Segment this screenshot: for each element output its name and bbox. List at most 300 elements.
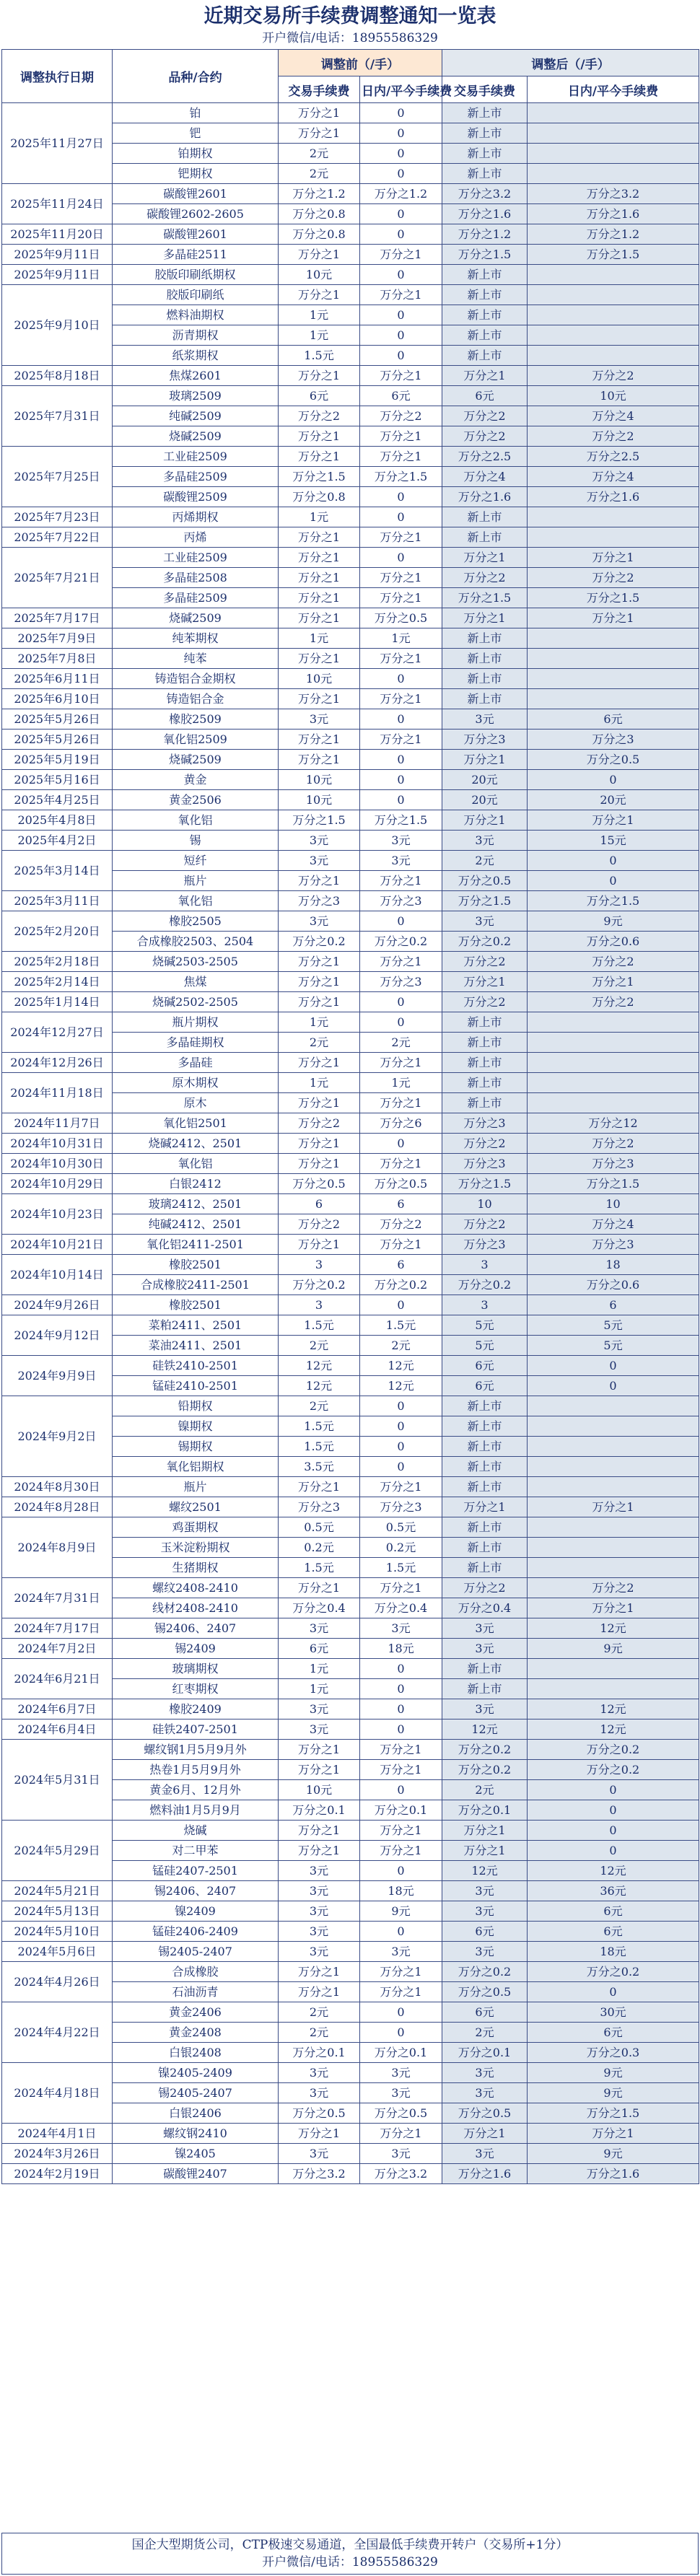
cell-after-intraday-fee: 10 <box>528 1194 699 1214</box>
cell-after-intraday-fee: 0 <box>528 1780 699 1800</box>
cell-before-intraday-fee: 0 <box>360 1699 442 1719</box>
cell-after-open-fee: 12元 <box>442 1861 528 1881</box>
cell-before-open-fee: 万分之2 <box>279 406 360 426</box>
table-row <box>2 972 699 992</box>
cell-before-open-fee: 万分之1 <box>279 447 360 467</box>
cell-after-open-fee: 新上市 <box>442 649 528 669</box>
cell-contract: 锡 <box>113 831 279 851</box>
cell-after-intraday-fee: 万分之2 <box>528 1578 699 1598</box>
cell-before-open-fee: 1元 <box>279 325 360 346</box>
cell-before-open-fee: 万分之1 <box>279 992 360 1012</box>
cell-after-open-fee: 2元 <box>442 851 528 871</box>
cell-contract: 铂期权 <box>113 144 279 164</box>
cell-after-intraday-fee: 万分之0.2 <box>528 1962 699 1982</box>
table-row <box>2 1740 699 1760</box>
cell-before-open-fee: 万分之1 <box>279 1982 360 2002</box>
cell-after-intraday-fee <box>528 1396 699 1416</box>
cell-contract: 硅铁2410-2501 <box>113 1356 279 1376</box>
table-row <box>2 184 699 204</box>
cell-date: 2025年6月11日 <box>2 669 113 689</box>
cell-after-intraday-fee: 万分之3 <box>528 1154 699 1174</box>
cell-after-intraday-fee: 9元 <box>528 2063 699 2083</box>
cell-date: 2025年4月2日 <box>2 831 113 851</box>
cell-before-intraday-fee: 万分之2 <box>360 1214 442 1235</box>
cell-date: 2024年8月30日 <box>2 1477 113 1497</box>
cell-after-open-fee: 6元 <box>442 1376 528 1396</box>
cell-contract: 钯期权 <box>113 164 279 184</box>
cell-before-intraday-fee: 12元 <box>360 1376 442 1396</box>
cell-after-intraday-fee <box>528 103 699 123</box>
table-row <box>2 649 699 669</box>
cell-after-intraday-fee: 6 <box>528 1295 699 1315</box>
cell-after-open-fee: 万分之0.2 <box>442 1760 528 1780</box>
cell-contract: 锡2405-2407 <box>113 1942 279 1962</box>
cell-before-open-fee: 2元 <box>279 1396 360 1416</box>
cell-after-intraday-fee <box>528 1073 699 1093</box>
cell-after-intraday-fee: 万分之2 <box>528 952 699 972</box>
cell-before-open-fee: 3元 <box>279 1618 360 1639</box>
cell-after-intraday-fee: 万分之1 <box>528 972 699 992</box>
cell-date: 2025年7月25日 <box>2 447 113 507</box>
table-row <box>2 1901 699 1922</box>
cell-after-intraday-fee: 12元 <box>528 1699 699 1719</box>
cell-after-open-fee: 新上市 <box>442 164 528 184</box>
cell-date: 2024年9月12日 <box>2 1315 113 1356</box>
cell-before-open-fee: 3元 <box>279 911 360 932</box>
cell-before-intraday-fee: 0 <box>360 1416 442 1437</box>
cell-date: 2025年9月11日 <box>2 265 113 285</box>
cell-date: 2024年5月29日 <box>2 1821 113 1881</box>
cell-before-open-fee: 万分之1 <box>279 750 360 770</box>
cell-after-intraday-fee: 万分之4 <box>528 467 699 487</box>
cell-before-intraday-fee: 万分之0.4 <box>360 1598 442 1618</box>
cell-after-intraday-fee: 18 <box>528 1255 699 1275</box>
cell-before-intraday-fee: 3元 <box>360 831 442 851</box>
cell-date: 2025年4月25日 <box>2 790 113 810</box>
cell-after-intraday-fee <box>528 1517 699 1538</box>
cell-before-open-fee: 万分之3.2 <box>279 2164 360 2184</box>
cell-after-open-fee: 3元 <box>442 911 528 932</box>
cell-date: 2025年7月8日 <box>2 649 113 669</box>
cell-before-open-fee: 10元 <box>279 770 360 790</box>
cell-before-open-fee: 1.5元 <box>279 346 360 366</box>
header-date: 调整执行日期 <box>2 50 113 103</box>
cell-contract: 锰硅2407-2501 <box>113 1861 279 1881</box>
cell-after-intraday-fee: 0 <box>528 1841 699 1861</box>
cell-before-intraday-fee: 万分之1 <box>360 1760 442 1780</box>
cell-before-intraday-fee: 0 <box>360 548 442 568</box>
header-before-intraday-fee: 日内/平今手续费 <box>360 76 442 103</box>
cell-after-intraday-fee: 万分之2 <box>528 568 699 588</box>
cell-date: 2024年10月14日 <box>2 1255 113 1295</box>
cell-contract: 螺纹2501 <box>113 1497 279 1517</box>
cell-before-open-fee: 10元 <box>279 790 360 810</box>
table-row <box>2 1134 699 1154</box>
cell-after-open-fee: 万分之1 <box>442 366 528 386</box>
cell-contract: 镍期权 <box>113 1416 279 1437</box>
cell-before-intraday-fee: 万分之1 <box>360 1093 442 1113</box>
cell-contract: 烧碱2503-2505 <box>113 952 279 972</box>
cell-date: 2024年10月23日 <box>2 1194 113 1235</box>
cell-before-intraday-fee: 万分之1 <box>360 952 442 972</box>
cell-after-open-fee: 新上市 <box>442 1012 528 1033</box>
cell-contract: 螺纹钢2410 <box>113 2124 279 2144</box>
cell-before-intraday-fee: 万分之1 <box>360 1477 442 1497</box>
cell-before-intraday-fee: 万分之1 <box>360 1154 442 1174</box>
cell-contract: 锰硅2410-2501 <box>113 1376 279 1396</box>
cell-contract: 纯碱2412、2501 <box>113 1214 279 1235</box>
cell-contract: 多晶硅 <box>113 1053 279 1073</box>
cell-before-open-fee: 12元 <box>279 1356 360 1376</box>
cell-date: 2025年2月18日 <box>2 952 113 972</box>
cell-date: 2025年5月19日 <box>2 750 113 770</box>
cell-contract: 烧碱2509 <box>113 750 279 770</box>
cell-after-intraday-fee <box>528 265 699 285</box>
table-row <box>2 1194 699 1214</box>
cell-contract: 铸造铝合金 <box>113 689 279 709</box>
cell-after-intraday-fee: 0 <box>528 871 699 891</box>
cell-after-intraday-fee <box>528 1033 699 1053</box>
cell-before-open-fee: 1.5元 <box>279 1315 360 1336</box>
table-row <box>2 1295 699 1315</box>
cell-after-open-fee: 新上市 <box>442 1416 528 1437</box>
cell-after-open-fee: 万分之1 <box>442 972 528 992</box>
cell-before-intraday-fee: 18元 <box>360 1881 442 1901</box>
cell-after-intraday-fee: 万分之0.6 <box>528 932 699 952</box>
cell-before-intraday-fee: 万分之3 <box>360 891 442 911</box>
cell-contract: 胶版印刷纸 <box>113 285 279 305</box>
cell-before-intraday-fee: 0 <box>360 164 442 184</box>
cell-after-open-fee: 新上市 <box>442 1457 528 1477</box>
cell-after-intraday-fee <box>528 628 699 649</box>
cell-before-intraday-fee: 0 <box>360 103 442 123</box>
cell-date: 2025年3月11日 <box>2 891 113 911</box>
cell-after-open-fee: 3元 <box>442 2083 528 2103</box>
cell-before-intraday-fee: 万分之3 <box>360 1497 442 1517</box>
table-row <box>2 1235 699 1255</box>
table-row <box>2 2164 699 2184</box>
fee-table-body <box>2 103 699 2184</box>
cell-after-open-fee: 万分之1.6 <box>442 204 528 224</box>
cell-before-intraday-fee: 0 <box>360 1295 442 1315</box>
cell-date: 2025年11月27日 <box>2 103 113 184</box>
table-row <box>2 851 699 871</box>
cell-date: 2024年10月30日 <box>2 1154 113 1174</box>
cell-before-open-fee: 万分之1 <box>279 103 360 123</box>
cell-before-open-fee: 万分之1 <box>279 1235 360 1255</box>
cell-date: 2025年3月14日 <box>2 851 113 891</box>
cell-contract: 氧化铝 <box>113 1154 279 1174</box>
cell-contract: 碳酸锂2601 <box>113 224 279 245</box>
cell-before-intraday-fee: 万分之1 <box>360 285 442 305</box>
cell-contract: 白银2412 <box>113 1174 279 1194</box>
cell-date: 2025年11月20日 <box>2 224 113 245</box>
cell-before-intraday-fee: 万分之1 <box>360 527 442 548</box>
cell-before-intraday-fee: 6 <box>360 1194 442 1214</box>
cell-after-intraday-fee: 万分之12 <box>528 1113 699 1134</box>
cell-after-intraday-fee: 12元 <box>528 1719 699 1740</box>
contact-line: 开户微信/电话：18955586329 <box>262 31 438 45</box>
cell-before-intraday-fee: 0 <box>360 669 442 689</box>
cell-after-open-fee: 新上市 <box>442 628 528 649</box>
cell-before-intraday-fee: 2元 <box>360 1336 442 1356</box>
cell-after-open-fee: 新上市 <box>442 689 528 709</box>
cell-after-intraday-fee: 0 <box>528 1821 699 1841</box>
cell-after-open-fee: 新上市 <box>442 1396 528 1416</box>
cell-before-intraday-fee: 万分之1 <box>360 1962 442 1982</box>
cell-after-intraday-fee: 万分之1.5 <box>528 2103 699 2124</box>
cell-before-intraday-fee: 0 <box>360 1012 442 1033</box>
table-row <box>2 1517 699 1538</box>
cell-date: 2025年2月20日 <box>2 911 113 952</box>
cell-after-open-fee: 3 <box>442 1295 528 1315</box>
table-row <box>2 386 699 406</box>
table-row <box>2 1053 699 1073</box>
cell-after-intraday-fee: 万分之0.2 <box>528 1760 699 1780</box>
cell-contract: 对二甲苯 <box>113 1841 279 1861</box>
cell-before-open-fee: 万分之1 <box>279 245 360 265</box>
cell-after-intraday-fee: 万分之1.5 <box>528 891 699 911</box>
cell-contract: 白银2408 <box>113 2043 279 2063</box>
table-row <box>2 1073 699 1093</box>
cell-date: 2025年5月16日 <box>2 770 113 790</box>
cell-before-intraday-fee: 万分之1 <box>360 1235 442 1255</box>
cell-after-intraday-fee: 0 <box>528 851 699 871</box>
cell-before-intraday-fee: 万分之1 <box>360 568 442 588</box>
cell-before-open-fee: 万分之0.4 <box>279 1598 360 1618</box>
cell-after-intraday-fee: 万分之1.5 <box>528 245 699 265</box>
cell-after-intraday-fee: 万分之1.6 <box>528 2164 699 2184</box>
cell-after-intraday-fee: 0 <box>528 1376 699 1396</box>
cell-after-intraday-fee: 万分之1 <box>528 810 699 831</box>
cell-date: 2024年12月26日 <box>2 1053 113 1073</box>
cell-after-intraday-fee: 10元 <box>528 386 699 406</box>
cell-after-open-fee: 万分之3.2 <box>442 184 528 204</box>
cell-before-intraday-fee: 万分之1 <box>360 730 442 750</box>
cell-date: 2025年6月10日 <box>2 689 113 709</box>
page-title: 近期交易所手续费调整通知一览表 <box>204 5 496 27</box>
cell-before-open-fee: 万分之1 <box>279 1821 360 1841</box>
cell-before-open-fee: 万分之1 <box>279 1154 360 1174</box>
cell-before-intraday-fee: 12元 <box>360 1356 442 1376</box>
cell-after-open-fee: 万分之2 <box>442 1214 528 1235</box>
cell-date: 2024年8月28日 <box>2 1497 113 1517</box>
cell-after-intraday-fee <box>528 1477 699 1497</box>
cell-after-open-fee: 万分之2 <box>442 406 528 426</box>
cell-date: 2025年2月14日 <box>2 972 113 992</box>
cell-before-intraday-fee: 0 <box>360 2002 442 2023</box>
cell-after-intraday-fee: 12元 <box>528 1861 699 1881</box>
cell-after-open-fee: 万分之1 <box>442 608 528 628</box>
table-row <box>2 750 699 770</box>
cell-before-open-fee: 6元 <box>279 1639 360 1659</box>
cell-before-open-fee: 万分之0.8 <box>279 204 360 224</box>
cell-after-intraday-fee <box>528 669 699 689</box>
cell-before-open-fee: 万分之1 <box>279 649 360 669</box>
cell-before-open-fee: 万分之0.8 <box>279 224 360 245</box>
table-row <box>2 1881 699 1901</box>
cell-date: 2024年5月6日 <box>2 1942 113 1962</box>
table-row <box>2 447 699 467</box>
cell-date: 2024年5月31日 <box>2 1740 113 1821</box>
cell-before-intraday-fee: 0 <box>360 911 442 932</box>
cell-before-open-fee: 万分之1 <box>279 730 360 750</box>
cell-contract: 玉米淀粉期权 <box>113 1538 279 1558</box>
cell-after-intraday-fee <box>528 1679 699 1699</box>
cell-after-open-fee: 万分之1.5 <box>442 245 528 265</box>
cell-after-open-fee: 新上市 <box>442 1558 528 1578</box>
cell-before-open-fee: 万分之1 <box>279 952 360 972</box>
cell-after-open-fee: 3元 <box>442 2144 528 2164</box>
cell-date: 2024年9月2日 <box>2 1396 113 1477</box>
cell-before-intraday-fee: 1.5元 <box>360 1315 442 1336</box>
cell-before-intraday-fee: 万分之0.5 <box>360 1174 442 1194</box>
cell-after-open-fee: 新上市 <box>442 669 528 689</box>
cell-before-open-fee: 6元 <box>279 386 360 406</box>
cell-after-open-fee: 万分之0.2 <box>442 932 528 952</box>
cell-after-open-fee: 万分之2 <box>442 1134 528 1154</box>
cell-before-intraday-fee: 3元 <box>360 851 442 871</box>
table-row <box>2 1012 699 1033</box>
cell-before-intraday-fee: 0 <box>360 487 442 507</box>
table-row <box>2 1174 699 1194</box>
cell-after-intraday-fee <box>528 1538 699 1558</box>
cell-before-open-fee: 1.5元 <box>279 1416 360 1437</box>
cell-after-intraday-fee: 18元 <box>528 1942 699 1962</box>
cell-date: 2024年11月7日 <box>2 1113 113 1134</box>
cell-contract: 红枣期权 <box>113 1679 279 1699</box>
cell-contract: 橡胶2501 <box>113 1295 279 1315</box>
cell-date: 2024年7月31日 <box>2 1578 113 1618</box>
cell-before-intraday-fee: 万分之1.5 <box>360 810 442 831</box>
cell-before-intraday-fee: 万分之1 <box>360 1578 442 1598</box>
cell-before-open-fee: 万分之1.5 <box>279 467 360 487</box>
cell-after-intraday-fee <box>528 1416 699 1437</box>
cell-before-open-fee: 1元 <box>279 1659 360 1679</box>
table-row <box>2 2124 699 2144</box>
cell-after-intraday-fee: 6元 <box>528 1922 699 1942</box>
cell-before-open-fee: 3元 <box>279 1699 360 1719</box>
table-row <box>2 689 699 709</box>
cell-after-open-fee: 万分之2 <box>442 426 528 447</box>
cell-after-open-fee: 3元 <box>442 1699 528 1719</box>
cell-date: 2024年4月1日 <box>2 2124 113 2144</box>
cell-before-open-fee: 万分之1 <box>279 1578 360 1598</box>
cell-after-open-fee: 万分之4 <box>442 467 528 487</box>
cell-after-intraday-fee: 万分之2.5 <box>528 447 699 467</box>
table-row <box>2 628 699 649</box>
cell-contract: 丙烯期权 <box>113 507 279 527</box>
cell-after-open-fee: 3元 <box>442 709 528 730</box>
cell-before-intraday-fee: 0 <box>360 1437 442 1457</box>
cell-after-open-fee: 万分之1 <box>442 1841 528 1861</box>
cell-contract: 多晶硅2511 <box>113 245 279 265</box>
title-block <box>0 0 700 49</box>
cell-date: 2025年1月14日 <box>2 992 113 1012</box>
cell-after-open-fee: 6元 <box>442 1922 528 1942</box>
cell-after-intraday-fee <box>528 305 699 325</box>
header-before-group: 调整前（/手） <box>279 50 442 76</box>
cell-contract: 焦煤2601 <box>113 366 279 386</box>
cell-after-open-fee: 万分之1 <box>442 1821 528 1841</box>
cell-date: 2024年9月9日 <box>2 1356 113 1396</box>
cell-before-intraday-fee: 0 <box>360 346 442 366</box>
cell-before-intraday-fee: 1.5元 <box>360 1558 442 1578</box>
cell-date: 2025年7月21日 <box>2 548 113 608</box>
cell-contract: 烧碱2509 <box>113 426 279 447</box>
cell-contract: 生猪期权 <box>113 1558 279 1578</box>
cell-after-intraday-fee: 万分之2 <box>528 426 699 447</box>
cell-before-open-fee: 3元 <box>279 2063 360 2083</box>
footer <box>1 2533 699 2575</box>
cell-contract: 黄金 <box>113 770 279 790</box>
table-row <box>2 1578 699 1598</box>
cell-contract: 橡胶2501 <box>113 1255 279 1275</box>
table-row <box>2 103 699 123</box>
cell-after-intraday-fee <box>528 689 699 709</box>
cell-date: 2024年9月26日 <box>2 1295 113 1315</box>
cell-contract: 短纤 <box>113 851 279 871</box>
cell-after-open-fee: 新上市 <box>442 305 528 325</box>
cell-before-intraday-fee: 万分之1 <box>360 426 442 447</box>
cell-before-intraday-fee: 万分之1 <box>360 366 442 386</box>
header-contract: 品种/合约 <box>113 50 279 103</box>
cell-date: 2024年10月21日 <box>2 1235 113 1255</box>
cell-contract: 硅铁2407-2501 <box>113 1719 279 1740</box>
cell-after-open-fee: 万分之0.5 <box>442 2103 528 2124</box>
cell-before-intraday-fee: 1元 <box>360 1073 442 1093</box>
cell-before-open-fee: 万分之1 <box>279 1093 360 1113</box>
cell-before-intraday-fee: 0.5元 <box>360 1517 442 1538</box>
cell-before-open-fee: 万分之1 <box>279 1962 360 1982</box>
table-row <box>2 1821 699 1841</box>
cell-before-open-fee: 万分之0.5 <box>279 2103 360 2124</box>
cell-after-open-fee: 新上市 <box>442 265 528 285</box>
cell-before-open-fee: 万分之2 <box>279 1113 360 1134</box>
cell-before-open-fee: 万分之3 <box>279 891 360 911</box>
cell-contract: 丙烯 <box>113 527 279 548</box>
cell-contract: 镍2409 <box>113 1901 279 1922</box>
cell-before-open-fee: 万分之2 <box>279 1214 360 1235</box>
cell-contract: 石油沥青 <box>113 1982 279 2002</box>
cell-contract: 黄金2408 <box>113 2023 279 2043</box>
cell-contract: 合成橡胶2503、2504 <box>113 932 279 952</box>
cell-before-open-fee: 10元 <box>279 265 360 285</box>
cell-after-open-fee: 万分之2 <box>442 992 528 1012</box>
cell-after-intraday-fee <box>528 527 699 548</box>
cell-after-intraday-fee: 万分之1 <box>528 548 699 568</box>
cell-contract: 烧碱2412、2501 <box>113 1134 279 1154</box>
cell-after-open-fee: 万分之1.5 <box>442 891 528 911</box>
cell-after-intraday-fee: 万分之0.3 <box>528 2043 699 2063</box>
cell-before-open-fee: 万分之1 <box>279 871 360 891</box>
cell-date: 2024年7月2日 <box>2 1639 113 1659</box>
table-row <box>2 285 699 305</box>
cell-contract: 菜油2411、2501 <box>113 1336 279 1356</box>
cell-contract: 碳酸锂2509 <box>113 487 279 507</box>
cell-after-open-fee: 新上市 <box>442 507 528 527</box>
table-row <box>2 1962 699 1982</box>
table-row <box>2 810 699 831</box>
cell-before-open-fee: 1.5元 <box>279 1437 360 1457</box>
table-row <box>2 992 699 1012</box>
cell-after-intraday-fee: 6元 <box>528 709 699 730</box>
cell-after-open-fee: 万分之2 <box>442 568 528 588</box>
cell-after-intraday-fee: 万分之1 <box>528 2124 699 2144</box>
cell-before-intraday-fee: 2元 <box>360 1033 442 1053</box>
table-row <box>2 1497 699 1517</box>
cell-after-intraday-fee: 万分之3.2 <box>528 184 699 204</box>
